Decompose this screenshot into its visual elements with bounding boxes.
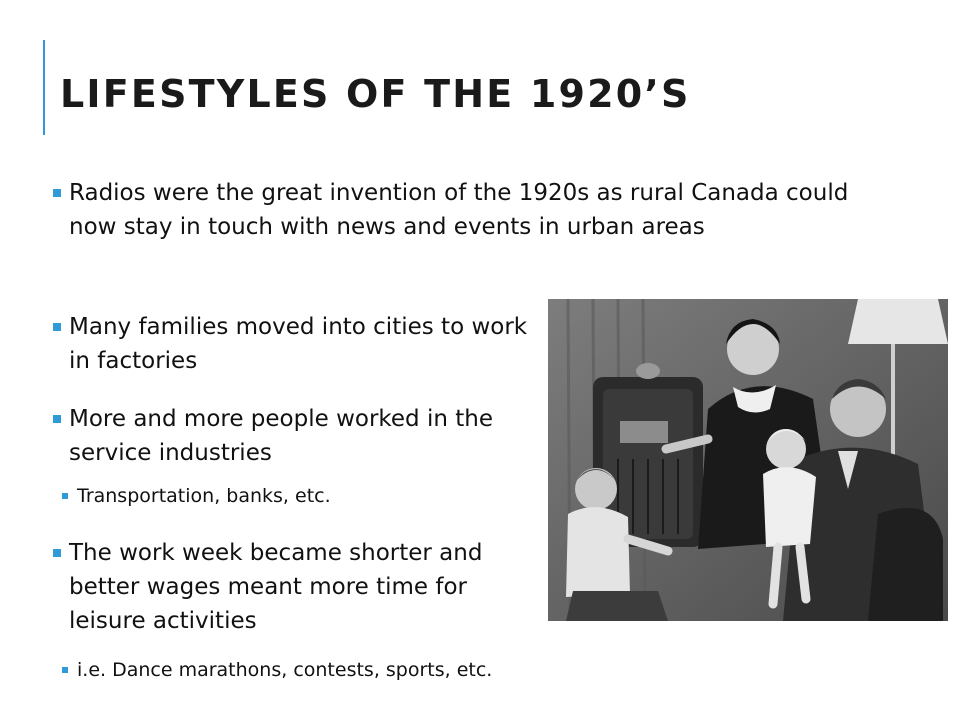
bullet-radios (53, 176, 853, 244)
sub-bullet-leisure (62, 656, 492, 684)
slide-title: LIFESTYLES OF THE 1920’S (60, 72, 691, 116)
sub-bullet-transportation (62, 482, 331, 510)
family-radio-photo (548, 299, 948, 621)
bullet-marker-icon (53, 415, 61, 423)
bullet-text: Radios were the great invention of the 1920s as rural Canada could now stay in touch with news and events in urban areas (69, 180, 849, 240)
bullet-marker-icon (53, 549, 61, 557)
bullet-marker-icon (53, 189, 61, 197)
sub-bullet-text: i.e. Dance marathons, contests, sports, etc. (77, 659, 493, 681)
sub-bullet-text: Transportation, banks, etc. (77, 485, 331, 507)
bullet-work-week (53, 536, 503, 638)
bullet-text: The work week became shorter and better wages meant more time for leisure activities (69, 540, 483, 634)
sub-bullet-marker-icon (62, 667, 68, 673)
bullet-families (53, 310, 535, 378)
bullet-service (53, 402, 535, 470)
sub-bullet-marker-icon (62, 493, 68, 499)
title-accent-bar (43, 40, 45, 135)
bullet-marker-icon (53, 323, 61, 331)
bullet-text: Many families moved into cities to work in factories (69, 314, 528, 374)
bullet-text: More and more people worked in the service industries (69, 406, 493, 466)
